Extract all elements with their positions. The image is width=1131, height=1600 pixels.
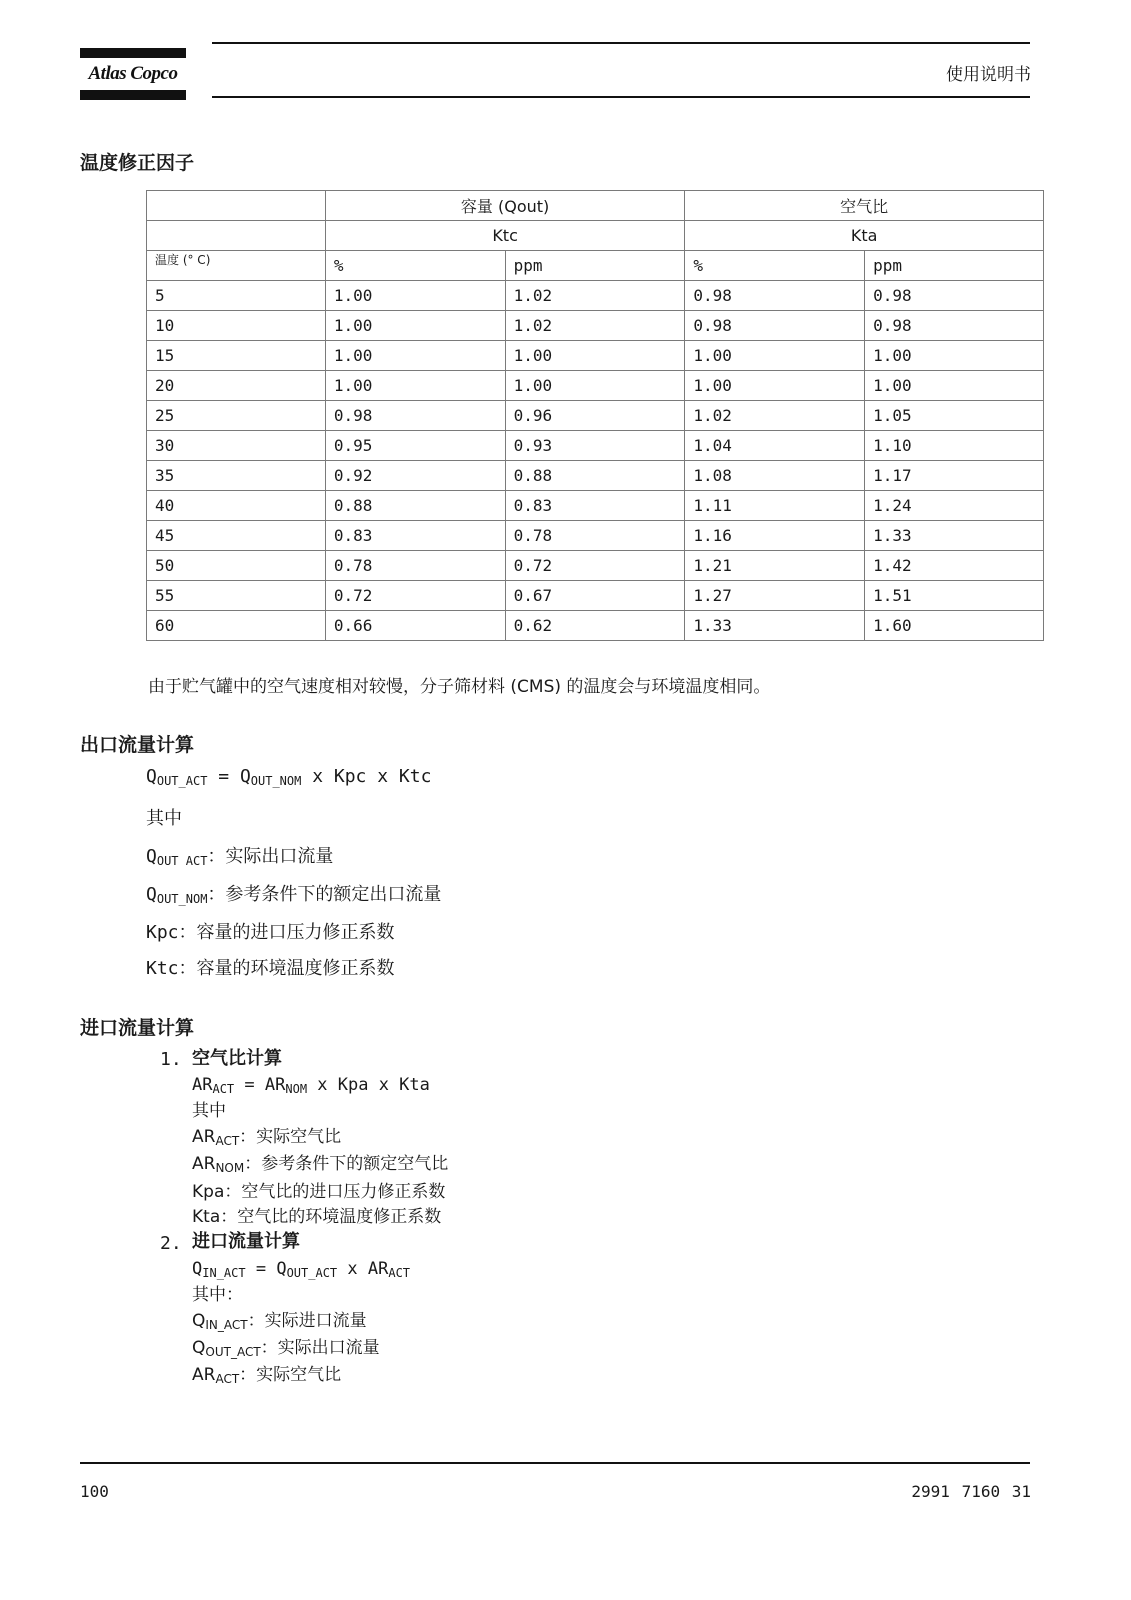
definition-kpa: Kpa：空气比的进口压力修正系数	[192, 1182, 446, 1202]
table-body	[147, 281, 1044, 641]
air-ratio-formula	[192, 1073, 430, 1101]
table-row	[147, 461, 1044, 491]
table-cell-value: 1.00	[325, 371, 505, 401]
def-text: ：实际空气比	[239, 1127, 342, 1147]
def-sub: ACT	[215, 1134, 240, 1148]
table-cell-value: 0.88	[505, 461, 685, 491]
step-2-where: 其中：	[192, 1285, 243, 1305]
definition-ar-act-2	[192, 1363, 341, 1391]
table-cell-value: 0.92	[325, 461, 505, 491]
def-sub: NOM	[215, 1161, 245, 1175]
def-sub: OUT_ACT	[205, 1345, 261, 1359]
atlas-copco-logo	[80, 48, 186, 100]
table-cell-temperature: 20	[147, 371, 326, 401]
header-rule-bottom	[212, 96, 1030, 98]
table-cell-value: 0.98	[325, 401, 505, 431]
table-header-temperature: 温度 (° C)	[147, 251, 326, 281]
table-cell-temperature: 35	[147, 461, 326, 491]
table-cell-temperature: 5	[147, 281, 326, 311]
step-2-title: 进口流量计算	[192, 1231, 300, 1252]
table-cell-temperature: 10	[147, 311, 326, 341]
definition-q-out-act	[146, 842, 333, 868]
table-sub-ktc: Ktc	[325, 221, 685, 251]
table-cell-value: 1.00	[325, 341, 505, 371]
formula-q: Q	[239, 766, 251, 787]
def-text: ：实际进口流量	[247, 1311, 367, 1331]
table-cell-value: 0.98	[865, 311, 1044, 341]
def-text: ：参考条件下的额定出口流量	[207, 884, 442, 905]
table-group-capacity: 容量 (Qout)	[325, 191, 685, 221]
table-cell-value: 1.00	[685, 371, 865, 401]
table-cell-value: 0.78	[325, 551, 505, 581]
formula-ar: AR	[264, 1075, 286, 1095]
table-row	[147, 371, 1044, 401]
table-cell-value: 0.96	[505, 401, 685, 431]
def-text: ：参考条件下的额定空气比	[244, 1154, 449, 1174]
table-cell-value: 1.16	[685, 521, 865, 551]
table-cell-value: 1.05	[865, 401, 1044, 431]
def-sub: OUT ACT	[156, 854, 208, 868]
table-row	[147, 401, 1044, 431]
table-row	[147, 311, 1044, 341]
table-cell-value: 1.00	[865, 371, 1044, 401]
table-cell-value: 0.93	[505, 431, 685, 461]
table-sub-kta: Kta	[685, 221, 1044, 251]
outlet-flow-formula	[146, 766, 431, 788]
table-cell-value: 0.95	[325, 431, 505, 461]
table-cell-temperature: 30	[147, 431, 326, 461]
table-header-percent: %	[325, 251, 505, 281]
table-cell-value: 1.08	[685, 461, 865, 491]
def-text: ：容量的进口压力修正系数	[178, 922, 395, 943]
def-text: ：实际出口流量	[207, 846, 334, 867]
formula-x: x	[337, 1259, 368, 1279]
logo-wordmark: Atlas Copco	[88, 63, 178, 84]
step-1-number: 1.	[160, 1049, 182, 1070]
definition-ar-act	[192, 1125, 341, 1153]
footer-rule	[80, 1462, 1030, 1464]
table-cell-value: 0.98	[865, 281, 1044, 311]
formula-sub: NOM	[285, 1082, 308, 1096]
table-cell-temperature: 55	[147, 581, 326, 611]
where-label: 其中	[146, 808, 182, 829]
def-sub: ACT	[215, 1372, 240, 1386]
temperature-correction-table	[146, 190, 1044, 641]
table-row	[147, 521, 1044, 551]
def-symbol: Q	[192, 1338, 206, 1358]
table-cell-value: 1.33	[865, 521, 1044, 551]
section-title-temperature: 温度修正因子	[80, 152, 195, 174]
table-cell-temperature: 25	[147, 401, 326, 431]
table-row	[147, 581, 1044, 611]
table-cell-value: 1.33	[685, 611, 865, 641]
def-text: ：实际空气比	[239, 1365, 342, 1385]
table-row	[147, 431, 1044, 461]
definition-q-out-act-2	[192, 1336, 380, 1364]
table-row	[147, 491, 1044, 521]
step-1-where: 其中	[192, 1101, 226, 1121]
definition-ar-nom	[192, 1152, 448, 1180]
table-cell-value: 1.00	[325, 311, 505, 341]
def-text: ：实际出口流量	[260, 1338, 380, 1358]
definition-kta: Kta：空气比的环境温度修正系数	[192, 1207, 442, 1227]
table-header-percent: %	[685, 251, 865, 281]
formula-q: Q	[192, 1259, 203, 1279]
table-cell-value: 1.11	[685, 491, 865, 521]
inlet-flow-formula	[192, 1257, 410, 1285]
definition-ktc	[146, 954, 395, 980]
table-cell-value: 1.02	[685, 401, 865, 431]
formula-sub: OUT_ACT	[286, 1266, 338, 1280]
formula-sub: ACT	[212, 1082, 235, 1096]
formula-ar: AR	[367, 1259, 389, 1279]
page-number: 100	[80, 1482, 109, 1501]
table-cell-value: 0.72	[325, 581, 505, 611]
document-number: 2991 7160 31	[911, 1482, 1031, 1501]
formula-sub: ACT	[388, 1266, 411, 1280]
table-row	[147, 551, 1044, 581]
table-cell-value: 1.00	[325, 281, 505, 311]
def-symbol: Ktc	[146, 958, 179, 979]
table-cell-value: 1.24	[865, 491, 1044, 521]
table-cell-value: 1.02	[505, 311, 685, 341]
def-symbol: AR	[192, 1127, 216, 1147]
formula-sub: IN_ACT	[202, 1266, 246, 1280]
document-type: 使用说明书	[946, 65, 1031, 85]
def-symbol: Kpc	[146, 922, 179, 943]
header-rule-top	[212, 42, 1030, 44]
table-cell-value: 1.00	[505, 341, 685, 371]
table-row	[147, 341, 1044, 371]
def-symbol: AR	[192, 1365, 216, 1385]
logo-bar-bottom	[80, 90, 186, 100]
table-cell-value: 1.21	[685, 551, 865, 581]
table-cell-value: 1.42	[865, 551, 1044, 581]
def-symbol: Q	[146, 884, 157, 905]
table-cell-value: 0.72	[505, 551, 685, 581]
section-title-inlet-flow: 进口流量计算	[80, 1017, 195, 1039]
def-sub: OUT_NOM	[156, 892, 208, 906]
table-cell-value: 1.60	[865, 611, 1044, 641]
table-cell-value: 1.10	[865, 431, 1044, 461]
section-title-outlet-flow: 出口流量计算	[80, 734, 195, 756]
table-cell-value: 1.00	[865, 341, 1044, 371]
formula-q: Q	[146, 766, 157, 787]
definition-kpc	[146, 918, 395, 944]
note-paragraph: 由于贮气罐中的空气速度相对较慢，分子筛材料 (CMS) 的温度会与环境温度相同。	[148, 677, 771, 697]
def-text: ：容量的环境温度修正系数	[178, 958, 395, 979]
table-header-row-2	[147, 221, 1044, 251]
table-cell-value: 0.98	[685, 311, 865, 341]
table-cell-temperature: 40	[147, 491, 326, 521]
formula-eq: =	[207, 766, 240, 787]
logo-bar-top	[80, 48, 186, 58]
table-cell-value: 1.00	[685, 341, 865, 371]
table-cell-temperature: 50	[147, 551, 326, 581]
table-header-ppm: ppm	[505, 251, 685, 281]
table-cell-value: 0.78	[505, 521, 685, 551]
table-cell-temperature: 15	[147, 341, 326, 371]
table-row	[147, 611, 1044, 641]
step-1-title: 空气比计算	[192, 1048, 282, 1069]
formula-sub: OUT_ACT	[156, 774, 208, 788]
table-cell-value: 0.98	[685, 281, 865, 311]
table-cell-temperature: 60	[147, 611, 326, 641]
definition-q-out-nom	[146, 880, 441, 906]
table-cell-value: 1.51	[865, 581, 1044, 611]
table-cell-value: 0.62	[505, 611, 685, 641]
table-cell-value: 0.83	[325, 521, 505, 551]
table-cell-value: 1.17	[865, 461, 1044, 491]
def-symbol: Q	[192, 1311, 206, 1331]
table-corner-cell	[147, 191, 326, 221]
table-header-row-3	[147, 251, 1044, 281]
table-cell-value: 1.27	[685, 581, 865, 611]
formula-eq: =	[234, 1075, 265, 1095]
def-symbol: Q	[146, 846, 157, 867]
formula-rest: x Kpa x Kta	[307, 1075, 430, 1095]
table-cell-value: 0.67	[505, 581, 685, 611]
formula-q: Q	[276, 1259, 287, 1279]
definition-q-in-act	[192, 1309, 367, 1337]
table-empty-cell	[147, 221, 326, 251]
table-row	[147, 281, 1044, 311]
def-symbol: AR	[192, 1154, 216, 1174]
def-sub: IN_ACT	[205, 1318, 248, 1332]
table-header-row-1	[147, 191, 1044, 221]
table-cell-temperature: 45	[147, 521, 326, 551]
table-cell-value: 1.02	[505, 281, 685, 311]
table-group-air-ratio: 空气比	[685, 191, 1044, 221]
formula-sub: OUT_NOM	[250, 774, 302, 788]
table-cell-value: 0.83	[505, 491, 685, 521]
step-2-number: 2.	[160, 1233, 182, 1254]
formula-eq: =	[245, 1259, 277, 1279]
table-cell-value: 0.66	[325, 611, 505, 641]
table-cell-value: 1.00	[505, 371, 685, 401]
formula-ar: AR	[192, 1075, 213, 1095]
table-cell-value: 0.88	[325, 491, 505, 521]
formula-rest: x Kpc x Ktc	[301, 766, 432, 787]
table-cell-value: 1.04	[685, 431, 865, 461]
table-header-ppm: ppm	[865, 251, 1044, 281]
